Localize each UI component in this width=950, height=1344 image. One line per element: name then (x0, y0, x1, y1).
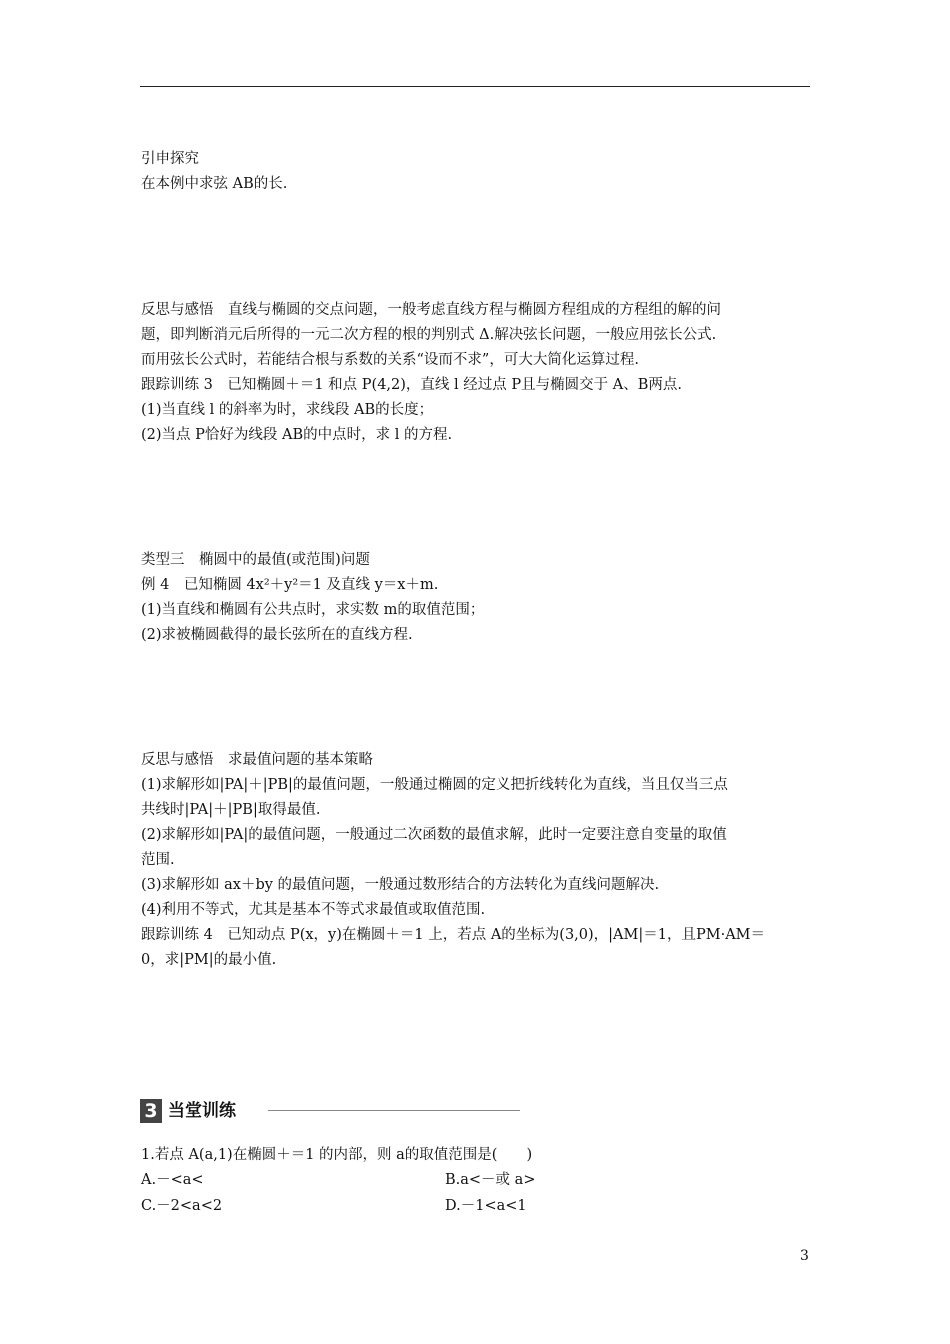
option-d: D.－1<a<1 (445, 1198, 527, 1214)
option-a: A.－<a< (141, 1172, 204, 1188)
example4-part1: (1)当直线和椭圆有公共点时，求实数 m的取值范围； (141, 602, 485, 618)
training4-line2: 0，求|PM|的最小值. (141, 952, 277, 968)
reflection2-line6: (3)求解形如 ax＋by 的最值问题，一般通过数形结合的方法转化为直线问题解决. (141, 877, 660, 893)
reflection-block-1 (141, 298, 813, 448)
extension-question: 在本例中求弦 AB的长. (141, 176, 288, 192)
reflection-block-2 (141, 748, 813, 973)
extension-title: 引申探究 (141, 151, 199, 167)
section-title: 当堂训练 (168, 1101, 236, 1121)
question1-stem: 1.若点 A(a,1)在椭圆＋＝1 的内部，则 a的取值范围是( ) (141, 1147, 533, 1163)
reflection1-line3: 而用弦长公式时，若能结合根与系数的关系“设而不求”，可大大简化运算过程. (141, 352, 639, 368)
section-heading (140, 1098, 520, 1124)
reflection2-line7: (4)利用不等式，尤其是基本不等式求最值或取值范围. (141, 902, 486, 918)
page-number: 3 (800, 1248, 809, 1264)
type3-block (141, 548, 813, 648)
training4-line1: 跟踪训练 4 已知动点 P(x，y)在椭圆＋＝1 上，若点 A的坐标为(3,0)，|AM|＝1，且PM·AM＝ (141, 927, 766, 943)
header-rule (140, 86, 810, 87)
type3-heading: 类型三 椭圆中的最值(或范围)问题 (141, 552, 370, 568)
example4-stem: 例 4 已知椭圆 4x²＋y²＝1 及直线 y＝x＋m. (141, 577, 439, 593)
section-rule (268, 1110, 520, 1111)
training3-line3: (2)当点 P恰好为线段 AB的中点时，求 l 的方程. (141, 427, 453, 443)
section-number-badge: 3 (140, 1099, 162, 1123)
example4-part2: (2)求被椭圆截得的最长弦所在的直线方程. (141, 627, 413, 643)
reflection1-line1: 反思与感悟 直线与椭圆的交点问题，一般考虑直线方程与椭圆方程组成的方程组的解的问 (141, 302, 721, 318)
training3-line2: (1)当直线 l 的斜率为时，求线段 AB的长度； (141, 402, 434, 418)
option-c: C.－2<a<2 (141, 1198, 223, 1214)
reflection1-line2: 题，即判断消元后所得的一元二次方程的根的判别式 Δ.解决弦长问题，一般应用弦长公式. (141, 327, 717, 343)
reflection2-line1: 反思与感悟 求最值问题的基本策略 (141, 752, 373, 768)
extension-block (141, 147, 813, 197)
training3-line1: 跟踪训练 3 已知椭圆＋＝1 和点 P(4,2)，直线 l 经过点 P且与椭圆交于 A、B两点. (141, 377, 682, 393)
reflection2-line4: (2)求解形如|PA|的最值问题，一般通过二次函数的最值求解，此时一定要注意自变量的取值 (141, 827, 727, 843)
reflection2-line3: 共线时|PA|＋|PB|取得最值. (141, 802, 321, 818)
reflection2-line2: (1)求解形如|PA|＋|PB|的最值问题，一般通过椭圆的定义把折线转化为直线，当且仅当三点 (141, 777, 728, 793)
reflection2-line5: 范围. (141, 852, 175, 868)
option-b: B.a<－或 a> (445, 1172, 536, 1188)
